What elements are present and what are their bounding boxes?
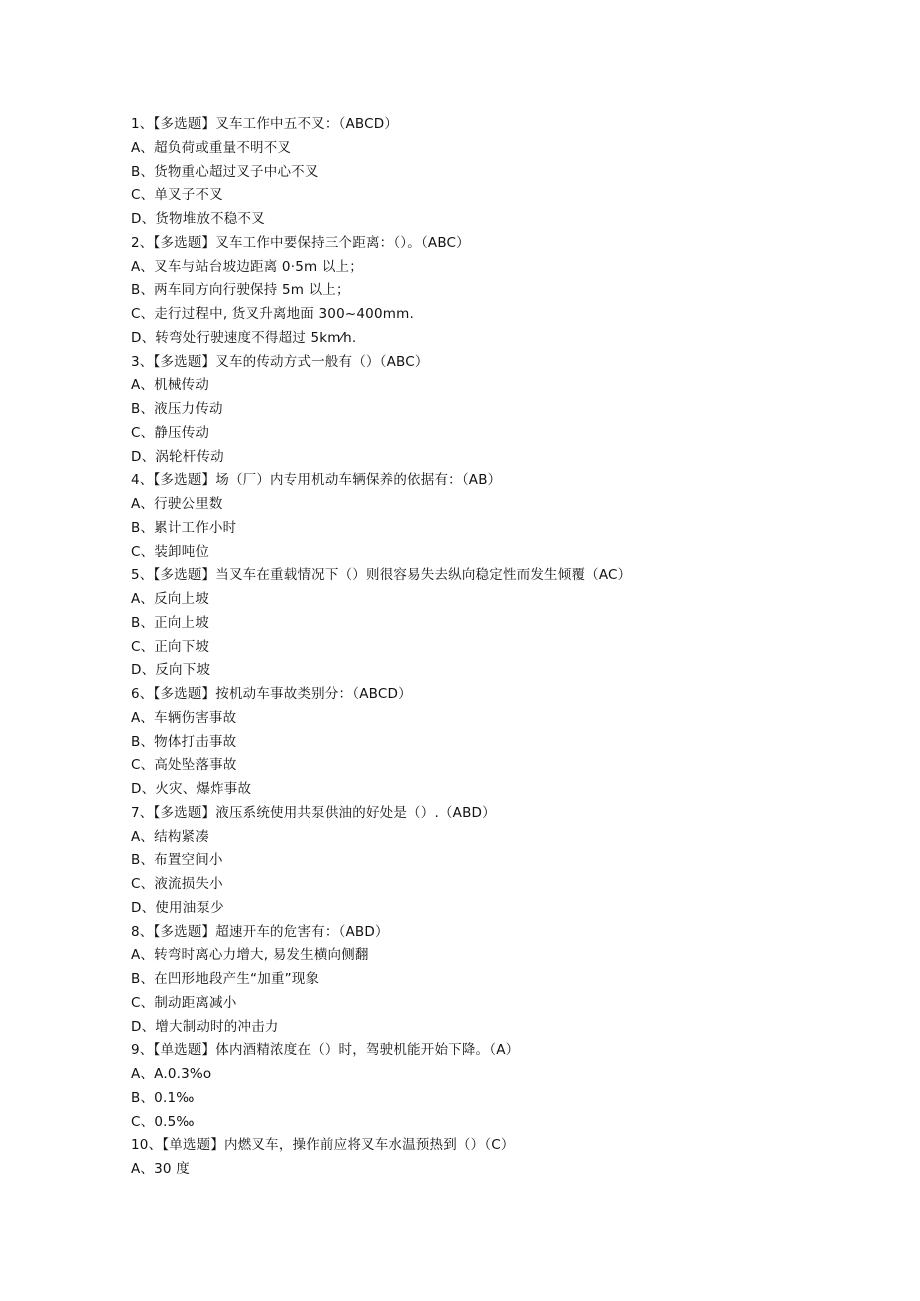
question-3-option-b: B、液压力传动 — [131, 401, 223, 417]
question-3-option-a: A、机械传动 — [131, 377, 209, 394]
question-8-title: 8、【多选题】超速开车的危害有：（ABD） — [131, 923, 389, 940]
question-1-option-d: D、货物堆放不稳不叉 — [131, 211, 265, 227]
question-7-option-b: B、布置空间小 — [131, 852, 223, 869]
question-6-option-a: A、车辆伤害事故 — [131, 709, 237, 726]
question-1-option-a: A、超负荷或重量不明不叉 — [131, 139, 292, 156]
question-10-option-a: A、30 度 — [131, 1161, 190, 1177]
question-3-title: 3、【多选题】叉车的传动方式一般有（）（ABC） — [131, 353, 429, 370]
question-8-option-d: D、增大制动时的冲击力 — [131, 1018, 279, 1035]
question-10-title: 10、【单选题】内燃叉车，操作前应将叉车水温预热到（）（C） — [131, 1137, 515, 1154]
question-3-option-c: C、静压传动 — [131, 424, 210, 441]
question-7-option-c: C、液流损失小 — [131, 876, 223, 892]
question-6-option-c: C、高处坠落事故 — [131, 757, 237, 774]
question-9-option-a: A、A.0.3%o — [131, 1066, 212, 1082]
question-5-option-a: A、反向上坡 — [131, 591, 209, 607]
question-2-option-d: D、转弯处行驶速度不得超过 5km⁄h. — [131, 329, 357, 346]
question-2-option-a: A、叉车与站台坡边距离 0·5m 以上； — [131, 258, 363, 275]
question-7-option-a: A、结构紧凑 — [131, 828, 209, 845]
question-4-option-b: B、累计工作小时 — [131, 519, 237, 536]
question-5-option-d: D、反向下坡 — [131, 662, 211, 679]
question-2-title: 2、【多选题】叉车工作中要保持三个距离：（）。（ABC） — [131, 234, 470, 251]
question-6-option-b: B、物体打击事故 — [131, 733, 237, 750]
question-8-option-a: A、转弯时离心力增大, 易发生横向侧翻 — [131, 947, 369, 964]
question-8-option-b: B、在凹形地段产生“加重”现象 — [131, 971, 320, 987]
question-4-option-c: C、装卸吨位 — [131, 543, 210, 560]
question-9-option-b: B、0.1‰ — [131, 1089, 195, 1106]
question-list — [131, 113, 831, 1182]
question-6-title: 6、【多选题】按机动车事故类别分：（ABCD） — [131, 686, 412, 702]
question-6-option-d: D、火灾、爆炸事故 — [131, 781, 252, 797]
question-4-option-a: A、行驶公里数 — [131, 496, 223, 512]
question-1-option-c: C、单叉子不叉 — [131, 187, 223, 204]
question-5-option-c: C、正向下坡 — [131, 638, 210, 655]
question-1-option-b: B、货物重心超过叉子中心不叉 — [131, 163, 319, 180]
question-3-option-d: D、涡轮杆传动 — [131, 448, 224, 465]
question-7-title: 7、【多选题】液压系统使用共泵供油的好处是（）.（ABD） — [131, 804, 496, 821]
question-5-title: 5、【多选题】当叉车在重载情况下（）则很容易失去纵向稳定性而发生倾覆（AC） — [131, 567, 632, 584]
question-2-option-b: B、两车同方向行驶保持 5m 以上； — [131, 282, 350, 299]
question-2-option-c: C、走行过程中, 货叉升离地面 300~400mm. — [131, 306, 414, 322]
question-4-title: 4、【多选题】场（厂）内专用机动车辆保养的依据有：（AB） — [131, 472, 502, 489]
question-9-title: 9、【单选题】体内酒精浓度在（）时，驾驶机能开始下降。（A） — [131, 1042, 520, 1059]
question-9-option-c: C、0.5‰ — [131, 1113, 195, 1130]
question-5-option-b: B、正向上坡 — [131, 614, 209, 631]
question-7-option-d: D、使用油泵少 — [131, 899, 224, 916]
question-8-option-c: C、制动距离减小 — [131, 994, 237, 1011]
question-1-title: 1、【多选题】叉车工作中五不叉：（ABCD） — [131, 116, 399, 132]
